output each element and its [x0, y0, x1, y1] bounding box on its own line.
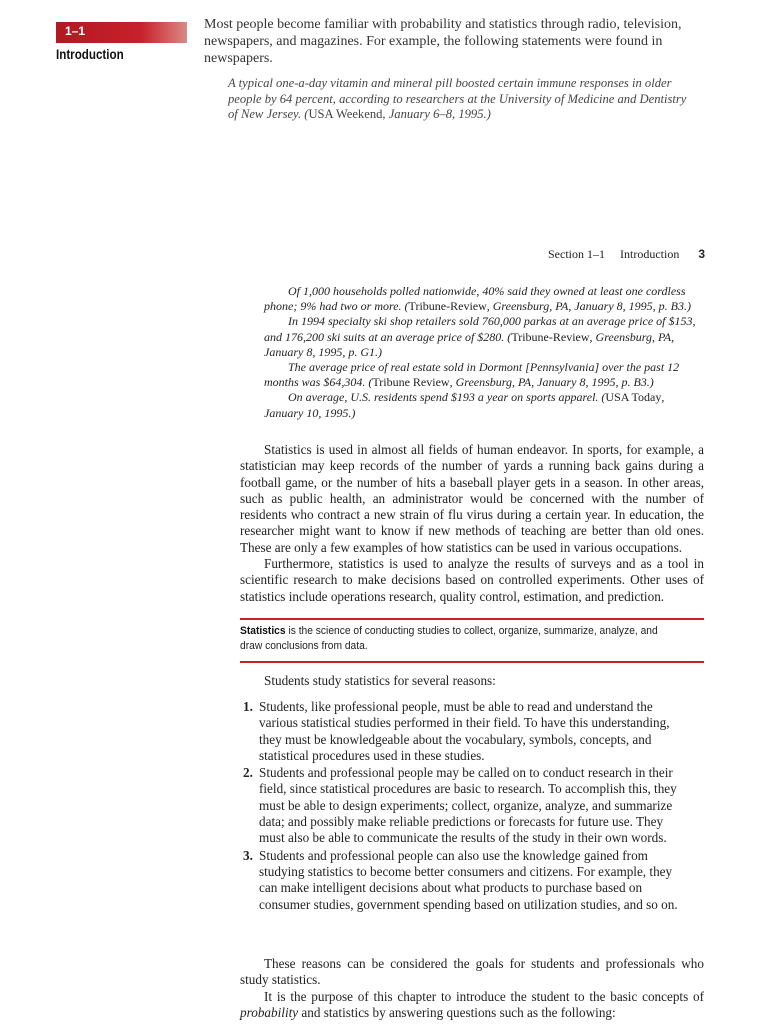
quote-source: USA Weekend	[308, 107, 383, 121]
list-text: Students, like professional people, must be able to read and understand the various statistical studies performed in their field. To have this understanding, they must be knowledgeable about the vocabulary, symbols, concepts, and statistical procedures used in these studies.	[259, 699, 670, 763]
closing-emphasis: probability	[240, 1004, 299, 1020]
reasons-intro-block	[240, 673, 704, 689]
closing-paragraph	[240, 989, 704, 1022]
header-section: Section 1–1	[548, 247, 605, 261]
list-item	[240, 765, 680, 846]
section-title: Introduction	[56, 47, 124, 62]
intro-paragraph: Most people become familiar with probability and statistics through radio, television, newspapers, and magazines. For example, the following statements were found in newspapers.	[204, 17, 682, 66]
quote-date: , Greensburg, PA, January 8, 1995, p. B3.)	[486, 299, 691, 314]
quote-text: In 1994 specialty ski shop retailers sold 760,000 parkas at an average price of $153, and 176,200 ski suits at an average price of $280. (	[264, 314, 696, 344]
definition-term: Statistics	[240, 625, 286, 637]
quote-item	[264, 314, 704, 360]
body-text	[240, 442, 704, 605]
definition-text: is the science of conducting studies to collect, organize, summarize, analyze, and draw conclusions from data.	[240, 625, 658, 652]
list-item	[240, 848, 680, 913]
definition-box	[240, 624, 663, 654]
quote-text: Of 1,000 households polled nationwide, 40% said they owned at least one cordless phone; 9% had two or more. (	[264, 284, 686, 314]
reasons-intro: Students study statistics for several reasons:	[264, 673, 496, 688]
list-text: Students and professional people can also use the knowledge gained from studying statistics to become better consumers and citizens. For example, they can make intelligent decisions about what products to purchase based on consumer studies, government spending based on utilization studies, and so on.	[259, 847, 678, 912]
definition-bottom-rule	[240, 661, 704, 663]
section-number-badge	[56, 22, 187, 43]
quote-text: The average price of real estate sold in Dormont [Pennsylvania] over the past 12 months was $64,304. (	[264, 360, 680, 390]
list-number: 3.	[243, 847, 253, 863]
quote-text: A typical one-a-day vitamin and mineral pill boosted certain immune responses in older people by 64 percent, according to researchers at the University of Medicine and Dentistry of New Jersey. (	[228, 76, 687, 121]
list-item	[240, 699, 680, 764]
list-text: Students and professional people may be called on to conduct research in their field, since statistical procedures are basic to research. To accomplish this, they must be able to design experiments; collect, organize, analyze, and summarize data; and possibly make reliable predictions or forecasts for future use. They must also be able to communicate the results of the study in their own words.	[259, 765, 677, 846]
body-paragraph: Furthermore, statistics is used to analyze the results of surveys and as a tool in scientific research to make decisions based on controlled experiments. Other uses of statistics include operations research, quality control, estimation, and prediction.	[240, 556, 704, 604]
closing-text-end: and statistics by answering questions such as the following:	[298, 1004, 616, 1020]
quote-source: Tribune-Review	[511, 329, 590, 344]
quote-text: On average, U.S. residents spend $193 a year on sports apparel. (	[288, 390, 606, 405]
quote-source: Tribune Review	[372, 375, 450, 390]
list-number: 1.	[243, 699, 253, 714]
newspaper-quote	[228, 76, 688, 123]
closing-text	[240, 956, 704, 1021]
section-number: 1–1	[65, 24, 86, 38]
closing-paragraph: These reasons can be considered the goals for students and professionals who study statistics.	[240, 956, 704, 988]
page-number: 3	[698, 247, 706, 261]
quote-date: , Greensburg, PA, January 8, 1995, p. G1.)	[264, 329, 675, 359]
newspaper-quotes	[264, 284, 704, 421]
list-number: 2.	[243, 765, 253, 781]
quote-date: , January 10, 1995.)	[264, 390, 665, 420]
quote-item	[264, 284, 704, 314]
quote-item	[264, 360, 704, 390]
reasons-list	[240, 699, 680, 914]
header-title: Introduction	[620, 247, 680, 261]
closing-text-start: It is the purpose of this chapter to introduce the student to the basic concepts of	[264, 988, 704, 1004]
body-paragraph: Statistics is used in almost all fields of human endeavor. In sports, for example, a statistician may keep records of the number of yards a running back gains during a football game, or the number of hits a baseball player gets in a season. In other areas, such as public health, an administrator would be concerned with the number of residents who contract a new strain of flu virus during a certain year. In education, the researcher might want to know if new methods of teaching are better than old ones. These are only a few examples of how statistics can be used in various occupations.	[240, 442, 704, 555]
quote-date: , January 6–8, 1995.)	[382, 107, 491, 121]
quote-source: USA Today	[605, 390, 662, 405]
running-header	[548, 247, 705, 262]
definition-top-rule	[240, 618, 704, 620]
quote-source: Tribune-Review	[408, 299, 487, 314]
quote-date: , Greensburg, PA, January 8, 1995, p. B3.)	[449, 375, 654, 390]
quote-item	[264, 390, 704, 420]
